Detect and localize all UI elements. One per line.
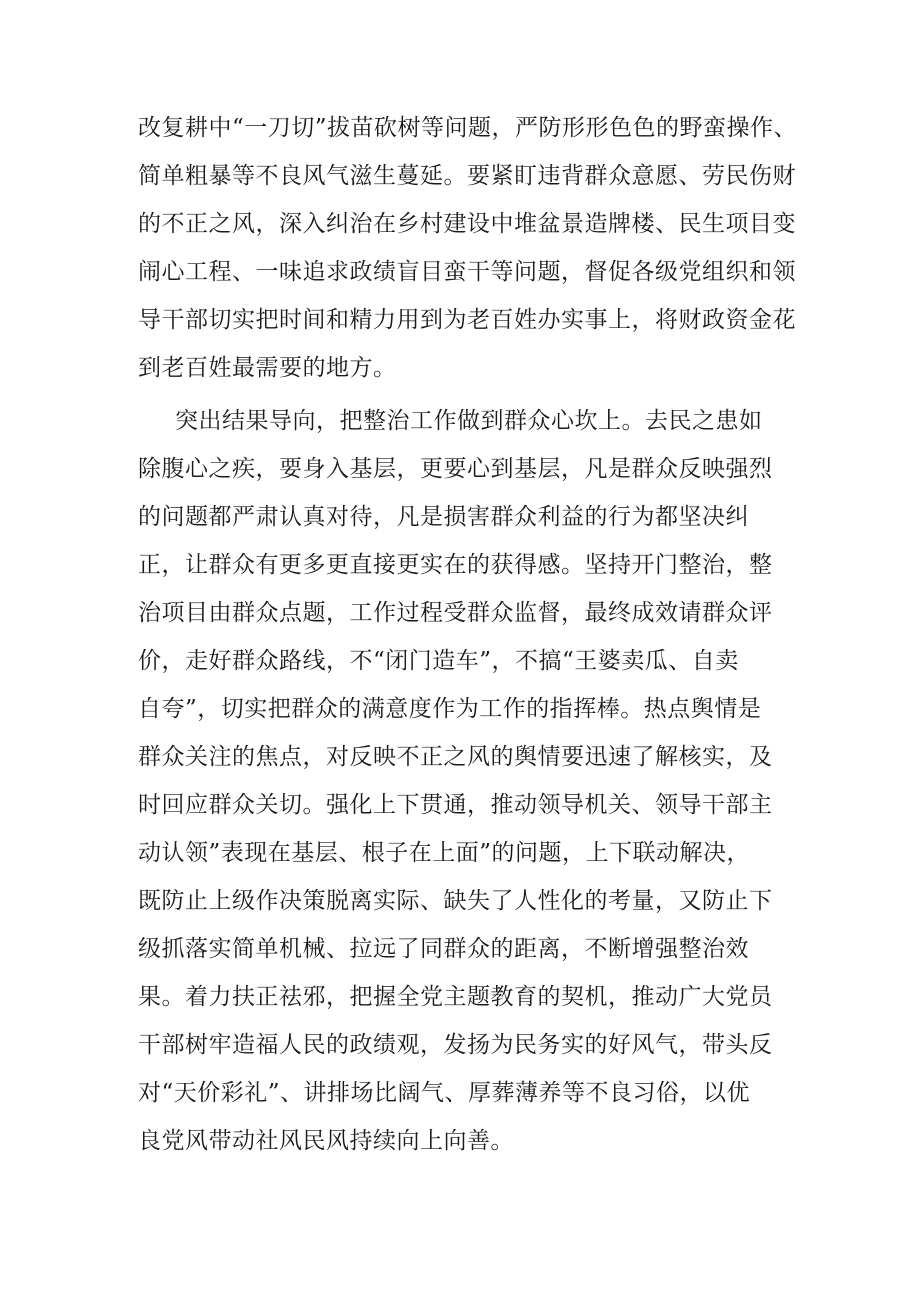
text-line: 正，让群众有更多更直接更实在的获得感。坚持开门整治，整 (138, 552, 773, 578)
text-line: 果。着力扶正祛邪，把握全党主题教育的契机，推动广大党员 (138, 984, 773, 1010)
text-line: 动认领”表现在基层、根子在上面”的问题，上下联动解决， (138, 840, 751, 866)
text-line: 良党风带动社风民风持续向上向善。 (138, 1128, 514, 1154)
text-line: 自夸”，切实把群众的满意度作为工作的指挥棒。热点舆情是 (138, 696, 762, 722)
text-line: 改复耕中“一刀切”拔苗砍树等问题，严防形形色色的野蛮操作、 (138, 115, 798, 141)
text-line: 既防止上级作决策脱离实际、缺失了人性化的考量，又防止下 (138, 888, 773, 914)
text-line: 干部树牢造福人民的政绩观，发扬为民务实的好风气，带头反 (138, 1032, 773, 1058)
text-line: 治项目由群众点题，工作过程受群众监督，最终成效请群众评 (138, 600, 773, 626)
text-line: 闹心工程、一味追求政绩盲目蛮干等问题，督促各级党组织和领 (138, 259, 796, 285)
text-line: 简单粗暴等不良风气滋生蔓延。要紧盯违背群众意愿、劳民伤财 (138, 163, 796, 189)
text-line: 的不正之风，深入纠治在乡村建设中堆盆景造牌楼、民生项目变 (138, 211, 796, 237)
text-line: 突出结果导向，把整治工作做到群众心坎上。去民之患如 (175, 408, 763, 434)
text-line: 价，走好群众路线，不“闭门造车”，不搞“王婆卖瓜、自卖 (138, 648, 739, 674)
text-line: 时回应群众关切。强化上下贯通，推动领导机关、领导干部主 (138, 792, 773, 818)
text-line: 到老百姓最需要的地方。 (138, 355, 397, 381)
text-line: 的问题都严肃认真对待，凡是损害群众利益的行为都坚决纠 (138, 504, 749, 530)
text-line: 除腹心之疾，要身入基层，更要心到基层，凡是群众反映强烈 (138, 456, 773, 482)
text-line: 导干部切实把时间和精力用到为老百姓办实事上，将财政资金花 (138, 307, 796, 333)
text-line: 对“天价彩礼”、讲排场比阔气、厚葬薄养等不良习俗，以优 (138, 1080, 751, 1106)
text-line: 群众关注的焦点，对反映不正之风的舆情要迅速了解核实，及 (138, 744, 773, 770)
text-line: 级抓落实简单机械、拉远了同群众的距离，不断增强整治效 (138, 936, 749, 962)
